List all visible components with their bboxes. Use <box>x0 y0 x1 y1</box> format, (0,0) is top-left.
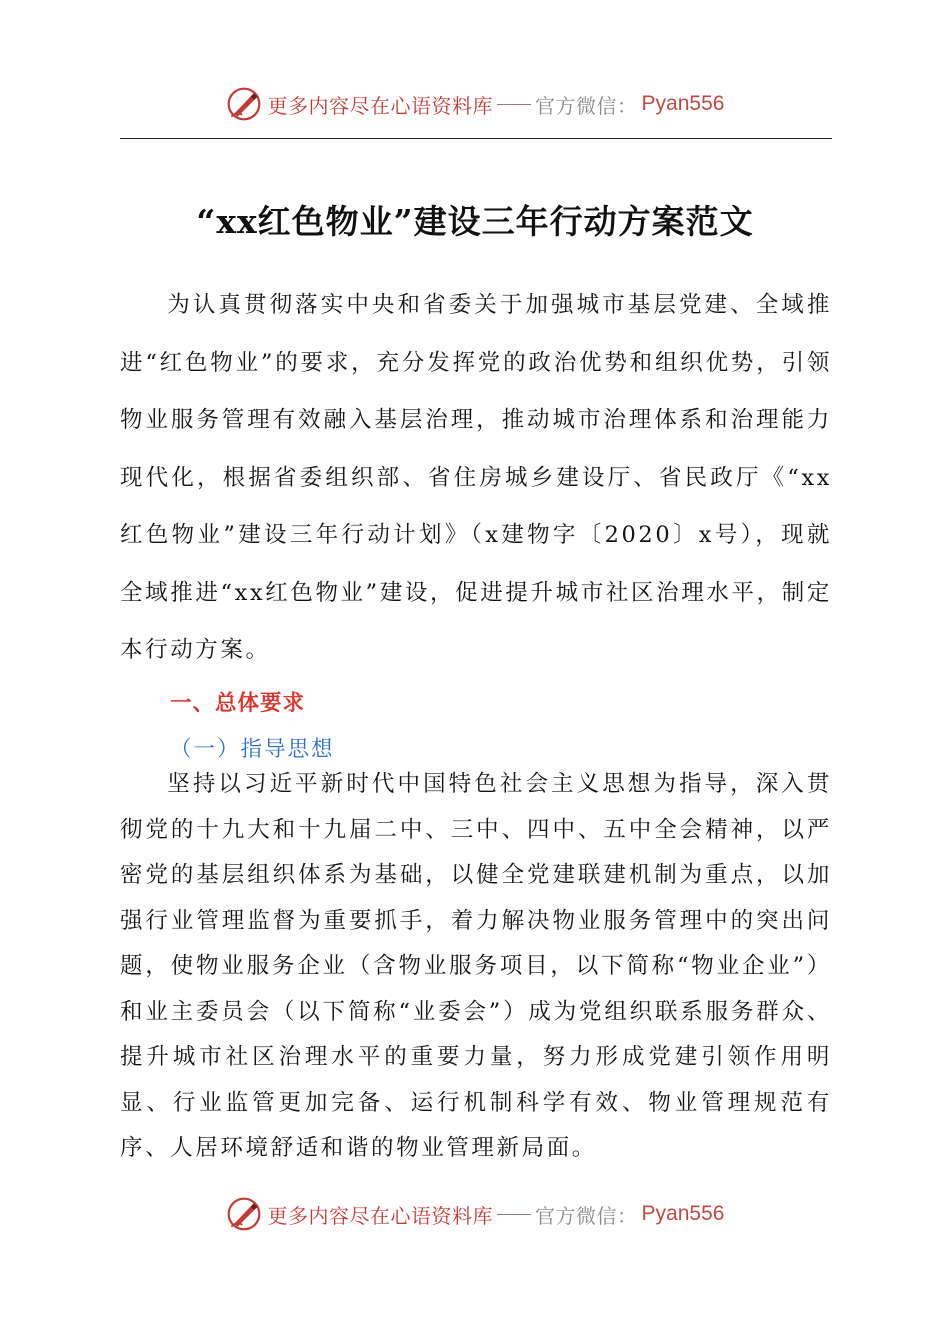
pen-logo-icon <box>226 86 262 122</box>
watermark-wechat-id: Pyan556 <box>641 92 725 115</box>
watermark-dash <box>497 1214 531 1215</box>
watermark-wechat-label: 官方微信： <box>535 93 638 118</box>
header-watermark <box>0 82 950 126</box>
pen-logo-icon <box>226 1196 262 1232</box>
watermark-dash <box>497 104 531 105</box>
watermark-wechat-label: 官方微信： <box>535 1203 638 1228</box>
header-watermark-inner <box>226 86 725 122</box>
watermark-wechat-id: Pyan556 <box>641 1202 725 1225</box>
watermark-text: 更多内容尽在心语资料库 <box>267 93 494 118</box>
subsection-heading-guiding-ideology: （一）指导思想 <box>170 737 335 762</box>
header-divider <box>120 138 832 139</box>
footer-watermark <box>0 1192 950 1236</box>
section-heading-overall-requirements: 一、总体要求 <box>170 691 306 716</box>
paragraph-intro: 为认真贯彻落实中央和省委关于加强城市基层党建、全域推进“红色物业”的要求，充分发挥党的政治优势和组织优势，引领物业服务管理有效融入基层治理，推动城市治理体系和治理能力现代化，根据省委组织部、省住房城乡建设厅、省民政厅《“xx红色物业”建设三年行动计划》（x建物字〔2020〕x号），现就全域推进“xx红色物业”建设，促进提升城市社区治理水平，制定本行动方案。 <box>120 292 832 663</box>
footer-watermark-inner <box>226 1196 725 1232</box>
document-title: “xx红色物业”建设三年行动方案范文 <box>196 202 754 241</box>
paragraph-guiding-ideology: 坚持以习近平新时代中国特色社会主义思想为指导，深入贯彻党的十九大和十九届二中、三中、四中、五中全会精神，以严密党的基层组织体系为基础，以健全党建联建机制为重点，以加强行业管理监督为重要抓手，着力解决物业服务管理中的突出问题，使物业服务企业（含物业服务项目，以下简称“物业企业”）和业主委员会（以下简称“业委会”）成为党组织联系服务群众、提升城市社区治理水平的重要力量，努力形成党建引领作用明显、行业监管更加完备、运行机制科学有效、物业管理规范有序、人居环境舒适和谐的物业管理新局面。 <box>120 771 832 1161</box>
watermark-text: 更多内容尽在心语资料库 <box>267 1203 494 1228</box>
